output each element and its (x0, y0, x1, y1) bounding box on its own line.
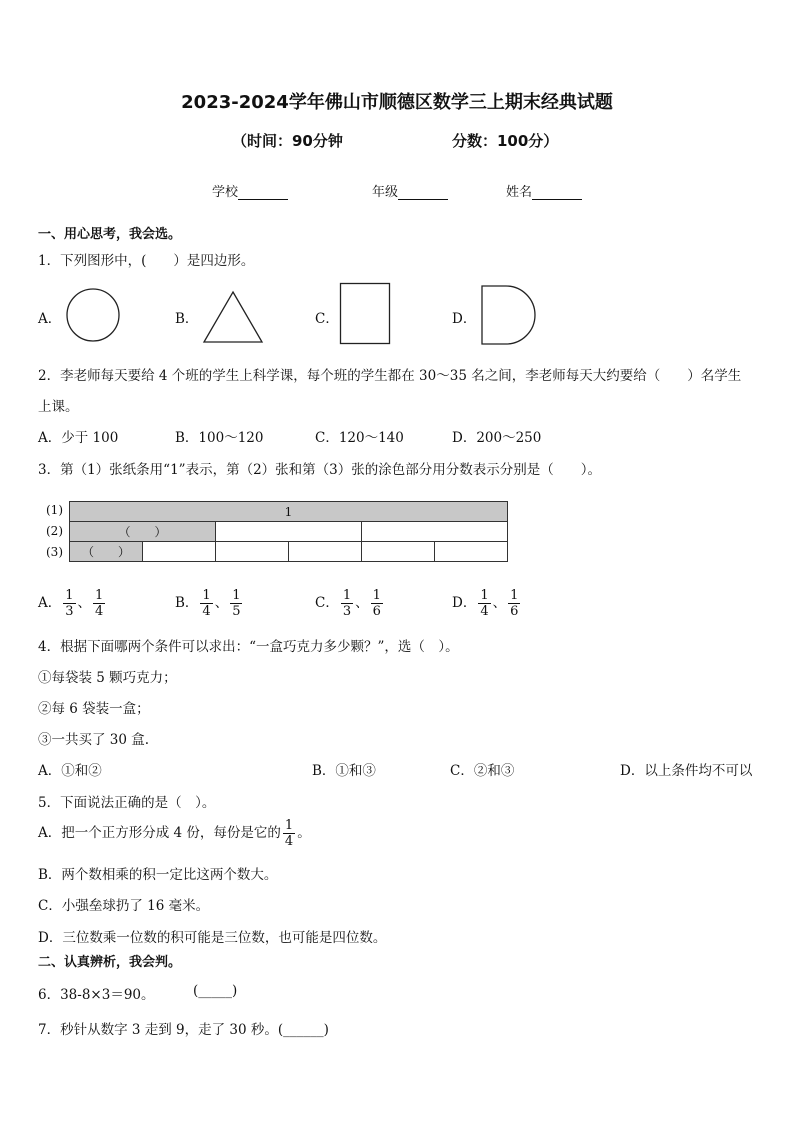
option-text: A．把一个正方形分成 4 份，每份是它的 (38, 825, 281, 841)
q1-option-c: C． (315, 311, 339, 327)
fraction: $\frac{1}{4}$ (480, 588, 489, 619)
exam-score: 分数：100分） (452, 132, 559, 150)
fraction: $\frac{1}{4}$ (95, 588, 104, 619)
q4-condition-2: ②每 6 袋装一盒； (38, 701, 150, 717)
fraction: $\frac{1}{6}$ (510, 588, 519, 619)
school-label: 学校 (212, 185, 239, 200)
strip-label-1: (1) (46, 503, 63, 517)
school-blank[interactable] (238, 185, 288, 200)
q5-option-c: C．小强垒球扔了 16 毫米。 (38, 898, 210, 914)
fraction: $\frac{1}{4}$ (202, 588, 211, 619)
semicircle-rectangle-icon (480, 284, 538, 346)
q3-option-c: C． $\frac{1}{3}$ 、 $\frac{1}{6}$ (315, 588, 381, 619)
question-4-text: 4．根据下面哪两个条件可以求出：“一盒巧克力多少颗？”，选（ ）。 (38, 639, 459, 655)
q4-option-d: D．以上条件均不可以 (620, 763, 753, 779)
q4-option-a: A．①和② (38, 763, 102, 779)
section-title: 一、用心思考，我会选。 (38, 227, 182, 242)
option-label: A． (38, 595, 62, 611)
q2-option-d: D．200～250 (452, 430, 542, 446)
name-blank[interactable] (532, 185, 582, 200)
q2-option-c: C．120～140 (315, 430, 404, 446)
q3-option-a: A． $\frac{1}{3}$ 、 $\frac{1}{4}$ (38, 588, 104, 619)
strip-row-2 (70, 522, 508, 542)
exam-time: （时间：90分钟 (232, 132, 343, 150)
name-field (506, 181, 582, 200)
strip-row-3 (70, 542, 508, 562)
question-6-text: 6．38-8×3＝90。 (38, 987, 155, 1003)
question-2-text: 2．李老师每天要给 4 个班的学生上科学课，每个班的学生都在 30～35 名之间，李老师每天大约要给（ ）名学生 (38, 368, 742, 384)
name-label: 姓名 (506, 185, 533, 200)
fraction: $\frac{1}{4}$ (284, 818, 294, 849)
q3-option-b: B． $\frac{1}{4}$ 、 $\frac{1}{5}$ (175, 588, 241, 619)
triangle-icon (202, 290, 264, 345)
grade-blank[interactable] (398, 185, 448, 200)
page-title: 2023-2024学年佛山市顺德区数学三上期末经典试题 (181, 92, 613, 113)
q4-condition-1: ①每袋装 5 颗巧克力； (38, 670, 177, 686)
question-1-text: 1．下列图形中，( ）是四边形。 (38, 253, 255, 269)
fraction: $\frac{1}{6}$ (372, 588, 381, 619)
option-label: D． (452, 595, 477, 611)
option-label: C． (315, 595, 339, 611)
q4-option-c: C．②和③ (450, 763, 515, 779)
strip-3-part (362, 542, 435, 562)
question-text: 7．秒针从数字 3 走到 9，走了 30 秒。 (38, 1022, 278, 1038)
q1-option-a: A． (38, 311, 62, 327)
question-7-answer-blank[interactable]: (______) (277, 1022, 329, 1038)
strip-label-2: (2) (46, 524, 63, 538)
fraction: $\frac{1}{5}$ (232, 588, 241, 619)
option-label: B． (175, 595, 199, 611)
strip-3-part (143, 542, 216, 562)
grade-label: 年级 (372, 185, 399, 200)
circle-icon (64, 287, 122, 345)
q2-option-b: B．100～120 (175, 430, 264, 446)
question-2-text-cont: 上课。 (38, 399, 79, 415)
q5-option-b: B．两个数相乘的积一定比这两个数大。 (38, 867, 278, 883)
fraction-strips (69, 501, 508, 562)
question-7-text (38, 1018, 329, 1038)
q1-option-b: B． (175, 311, 199, 327)
strip-3-part (289, 542, 362, 562)
question-6-answer-blank[interactable]: (_____) (193, 983, 238, 999)
strip-3-part (216, 542, 289, 562)
strip-3-shaded-part: （ ） (70, 542, 143, 562)
question-5-text: 5．下面说法正确的是（ ）。 (38, 795, 216, 811)
strip-3-part (435, 542, 508, 562)
q2-option-a: A．少于 100 (38, 430, 119, 446)
q5-option-d: D．三位数乘一位数的积可能是三位数，也可能是四位数。 (38, 930, 387, 946)
fraction: $\frac{1}{3}$ (65, 588, 74, 619)
strip-2-part (362, 522, 508, 542)
strip-2-shaded-part: （ ） (70, 522, 216, 542)
question-3-text: 3．第（1）张纸条用“1”表示，第（2）张和第（3）张的涂色部分用分数表示分别是（ ）。 (38, 462, 601, 478)
rectangle-icon (339, 282, 393, 346)
q1-option-d: D． (452, 311, 477, 327)
strip-1-whole: 1 (70, 502, 508, 522)
q4-condition-3: ③一共买了 30 盒. (38, 732, 150, 748)
school-field (212, 181, 288, 200)
strip-2-part (216, 522, 362, 542)
q4-option-b: B．①和③ (312, 763, 376, 779)
strip-row-1 (70, 502, 508, 522)
strip-label-3: (3) (46, 545, 63, 559)
fraction: $\frac{1}{3}$ (342, 588, 352, 619)
section-title: 二、认真辨析，我会判。 (38, 955, 182, 970)
q3-option-d: D． $\frac{1}{4}$ 、 $\frac{1}{6}$ (452, 588, 519, 619)
q5-option-a: A．把一个正方形分成 4 份，每份是它的 $\frac{1}{4}$ 。 (38, 818, 311, 849)
grade-field (372, 181, 448, 200)
